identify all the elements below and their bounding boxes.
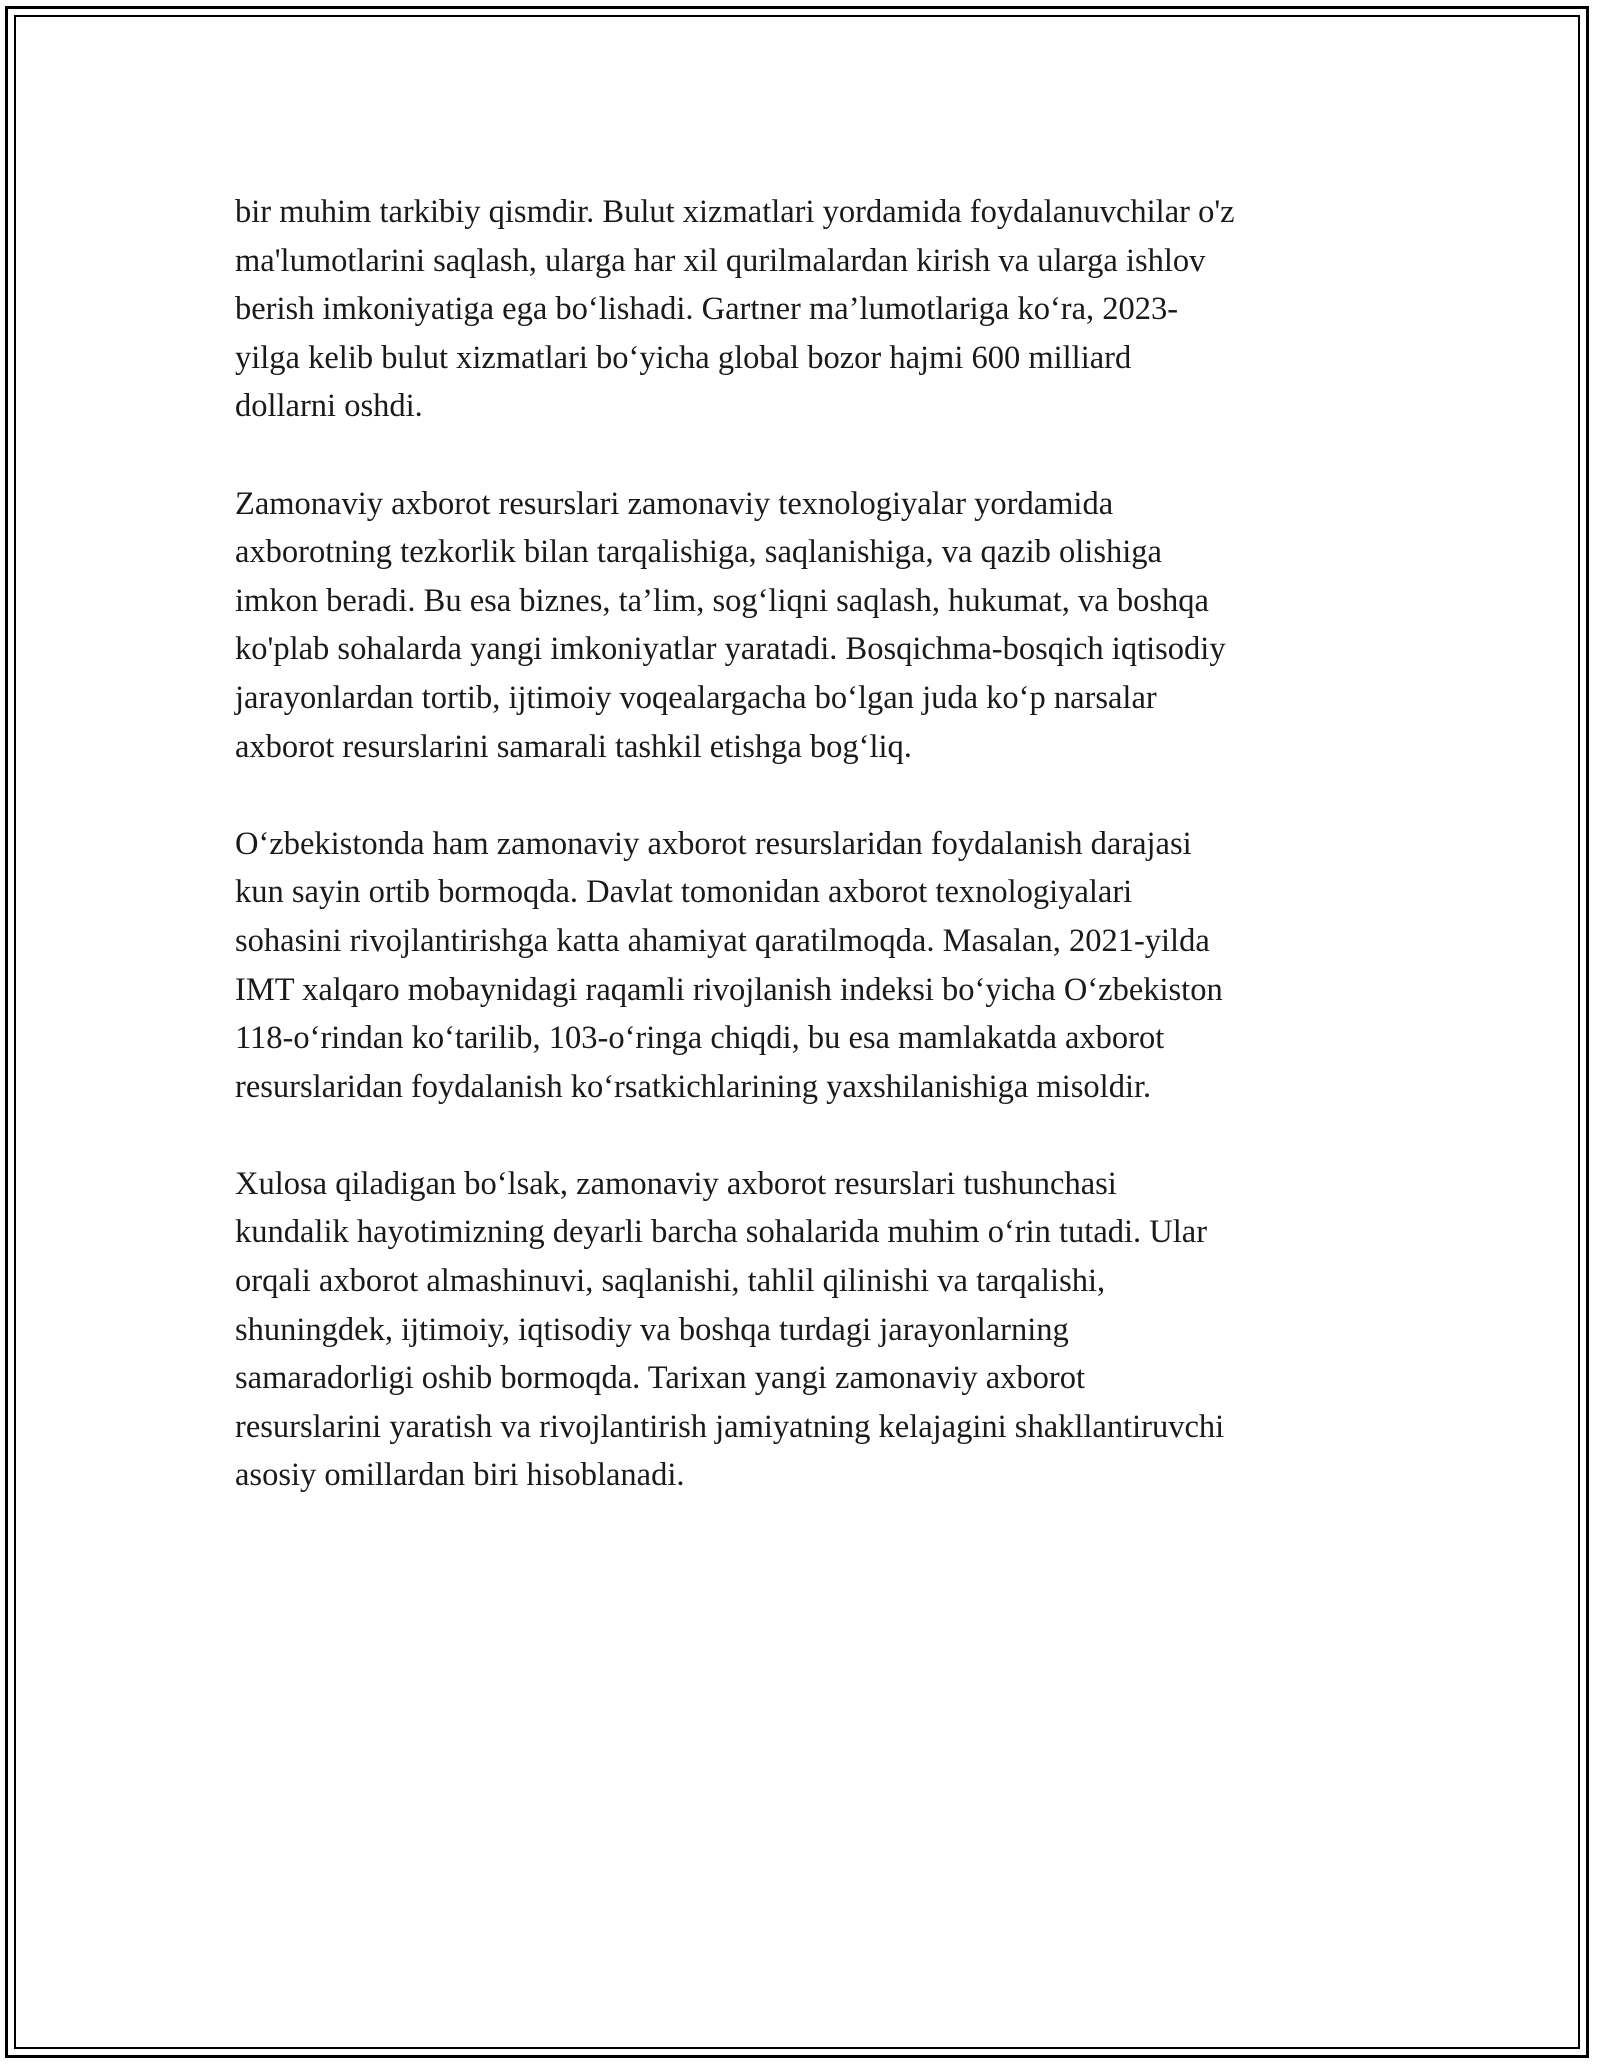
text-line: axborot resurslarini samarali tashkil etishga bog‘liq. (235, 728, 912, 765)
text-line: resurslaridan foydalanish ko‘rsatkichlarining yaxshilanishiga misoldir. (235, 1068, 1152, 1105)
text-line: samaradorligi oshib bormoqda. Tarixan yangi zamonaviy axborot (235, 1360, 1086, 1397)
text-line: Xulosa qiladigan bo‘lsak, zamonaviy axborot resurslari tushunchasi (235, 1165, 1117, 1202)
text-line: orqali axborot almashinuvi, saqlanishi, tahlil qilinishi va tarqalishi, (235, 1263, 1106, 1300)
text-line: jarayonlardan tortib, ijtimoiy voqealargacha bo‘lgan juda ko‘p narsalar (235, 679, 1157, 716)
text-line: berish imkoniyatiga ega bo‘lishadi. Gartner ma’lumotlariga ko‘ra, 2023- (235, 291, 1179, 328)
text-line: bir muhim tarkibiy qismdir. Bulut xizmatlari yordamida foydalanuvchilar o'z (235, 194, 1235, 230)
text-line: kundalik hayotimizning deyarli barcha sohalarida muhim o‘rin tutadi. Ular (235, 1214, 1208, 1251)
paragraph-modern-resources (235, 480, 1375, 772)
text-line: 118-o‘rindan ko‘tarilib, 103-o‘ringa chiqdi, bu esa mamlakatda axborot (235, 1020, 1165, 1057)
text-line: dollarni oshdi. (235, 388, 423, 425)
paragraph-conclusion (235, 1160, 1375, 1500)
text-line: ko'plab sohalarda yangi imkoniyatlar yaratadi. Bosqichma-bosqich iqtisodiy (235, 631, 1226, 668)
text-line: kun sayin ortib bormoqda. Davlat tomonidan axborot texnologiyalari (235, 874, 1133, 911)
text-line: yilga kelib bulut xizmatlari bo‘yicha global bozor hajmi 600 milliard (235, 339, 1132, 376)
text-line: ma'lumotlarini saqlash, ularga har xil qurilmalardan kirish va ularga ishlov (235, 242, 1206, 279)
paragraph-uzbekistan (235, 820, 1375, 1112)
text-line: axborotning tezkorlik bilan tarqalishiga, saqlanishiga, va qazib olishiga (235, 534, 1162, 571)
text-line: sohasini rivojlantirishga katta ahamiyat qaratilmoqda. Masalan, 2021-yilda (235, 922, 1210, 959)
text-line: asosiy omillardan biri hisoblanadi. (235, 1457, 685, 1494)
paragraph-cloud-services (235, 188, 1375, 431)
text-line: resurslarini yaratish va rivojlantirish jamiyatning kelajagini shakllantiruvchi (235, 1408, 1225, 1445)
text-line: Zamonaviy axborot resurslari zamonaviy texnologiyalar yordamida (235, 485, 1114, 522)
text-line: shuningdek, ijtimoiy, iqtisodiy va boshqa turdagi jarayonlarning (235, 1311, 1069, 1348)
text-line: O‘zbekistonda ham zamonaviy axborot resurslaridan foydalanish darajasi (235, 825, 1192, 862)
document-body (235, 188, 1375, 1549)
text-line: IMT xalqaro mobaynidagi raqamli rivojlanish indeksi bo‘yicha O‘zbekiston (235, 971, 1223, 1008)
text-line: imkon beradi. Bu esa biznes, ta’lim, sog‘liqni saqlash, hukumat, va boshqa (235, 582, 1209, 619)
